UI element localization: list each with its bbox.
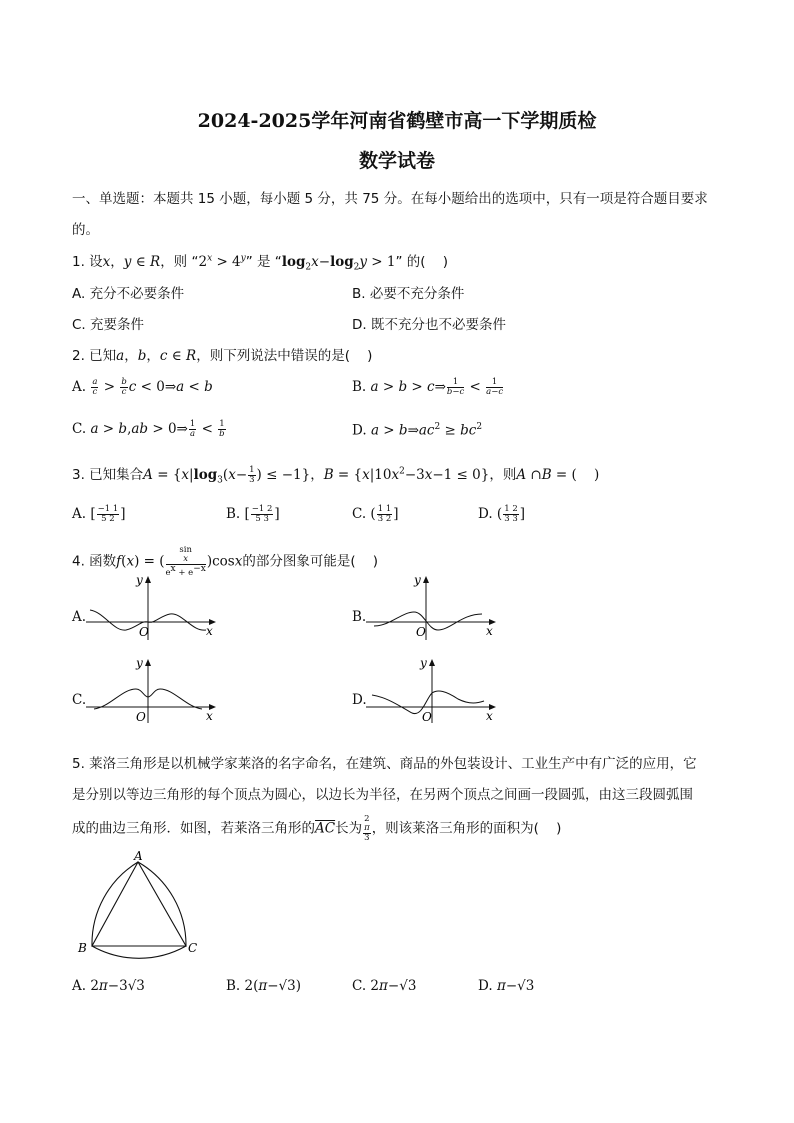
graph-a	[86, 572, 226, 642]
q2-option-b: B. a > b > c⇒ $\frac{1}{b-c}$ < $\frac{1}{a-c}$	[352, 377, 504, 397]
svg-text:y: y	[136, 656, 143, 670]
svg-text:O: O	[422, 710, 432, 724]
q3-option-c: C. ( $\frac{1 1}{3 2}$ ]	[352, 504, 399, 524]
origin-label: O	[139, 625, 149, 639]
graph-label-a: A.	[72, 609, 87, 625]
q5-option-b: B. 2(π−√3)	[226, 978, 302, 994]
question-4-stem: 4. 函数f(x) = ( sin x $e^x + e^{-x}$ )cosx的部分图象可能是( )	[72, 545, 379, 578]
graph-label-b: B.	[352, 609, 367, 625]
page-title: 2024-2025学年河南省鹤壁市高一下学期质检	[197, 110, 597, 132]
q1-option-b: B. 必要不充分条件	[352, 286, 465, 302]
svg-text:x: x	[206, 709, 213, 723]
q2-option-a: A. $\frac{a}{c}$ > $\frac{b}{c}$ c < 0⇒a < b	[72, 377, 213, 397]
q3-option-b: B. [ $\frac{-1 2}{5 3}$ ]	[226, 504, 280, 524]
graph-b	[366, 572, 506, 642]
graph-c	[86, 655, 226, 725]
question-2-stem: 2. 已知a，b，c ∈ R，则下列说法中错误的是( )	[72, 348, 373, 364]
graph-label-c: C.	[72, 692, 87, 708]
graph-label-d: D.	[352, 692, 367, 708]
q1-option-d: D. 既不充分也不必要条件	[352, 317, 506, 333]
question-5-line-1: 5. 莱洛三角形是以机械学家莱洛的名字命名，在建筑、商品的外包装设计、工业生产中有广泛的应用，它	[72, 756, 697, 772]
q5-option-c: C. 2π−√3	[352, 978, 417, 994]
q2-option-d: D. $a > b\Rightarrow ac^2 \ge bc^2$	[352, 422, 483, 439]
page-subtitle: 数学试卷	[358, 150, 435, 172]
q5-option-a: A. 2π−3√3	[72, 978, 145, 994]
vertex-c-label: C	[188, 941, 198, 955]
q2-option-c: C. a > b,ab > 0⇒ $\frac{1}{a}$ < $\frac{1}{b}$	[72, 419, 225, 439]
graph-d	[366, 655, 506, 725]
question-5-line-2: 是分别以等边三角形的每个顶点为圆心，以边长为半径，在另两个顶点之间画一段圆弧，由这三段圆弧围	[72, 787, 693, 803]
q5-option-d: D. π−√3	[478, 978, 535, 994]
svg-text:y: y	[414, 573, 421, 587]
section-heading-cont: 的。	[72, 222, 99, 238]
vertex-b-label: B	[78, 941, 87, 955]
q3-option-a: A. [ $\frac{-1 1}{5 2}$ ]	[72, 504, 126, 524]
y-axis-label: y	[136, 573, 143, 587]
svg-text:O: O	[416, 625, 426, 639]
x-axis-label: x	[206, 624, 213, 638]
question-5-line-3: 成的曲边三角形．如图，若莱洛三角形的$\overline{AC}$长为 2 π 3 ，则该莱洛三角形的面积为( )	[72, 814, 562, 843]
svg-text:O: O	[136, 710, 146, 724]
reuleaux-triangle-figure	[76, 848, 206, 960]
q3-option-d: D. ( $\frac{1 2}{3 3}$ ]	[478, 504, 526, 524]
svg-text:y: y	[420, 656, 427, 670]
q1-option-a: A. 充分不必要条件	[72, 286, 185, 302]
section-heading: 一、单选题：本题共 15 小题，每小题 5 分，共 75 分。在每小题给出的选项中，只有一项是符合题目要求	[72, 191, 708, 207]
question-3-stem: 3. 已知集合$A = \{x|\log_3(x-$ $\frac{1}{3}$ ) ≤ −1}，$B = \{x|10x^2-3x-1 \le 0\}$，则A ∩B = ( )	[72, 465, 600, 486]
vertex-a-label: A	[134, 849, 143, 863]
q1-option-c: C. 充要条件	[72, 317, 145, 333]
svg-text:x: x	[486, 624, 493, 638]
svg-text:x: x	[486, 709, 493, 723]
question-1-stem: 1. 设x，y ∈ R，则 “$2^x > 4^y$” 是 “$\log_2x-\log_2y > 1$” 的( )	[72, 253, 448, 273]
